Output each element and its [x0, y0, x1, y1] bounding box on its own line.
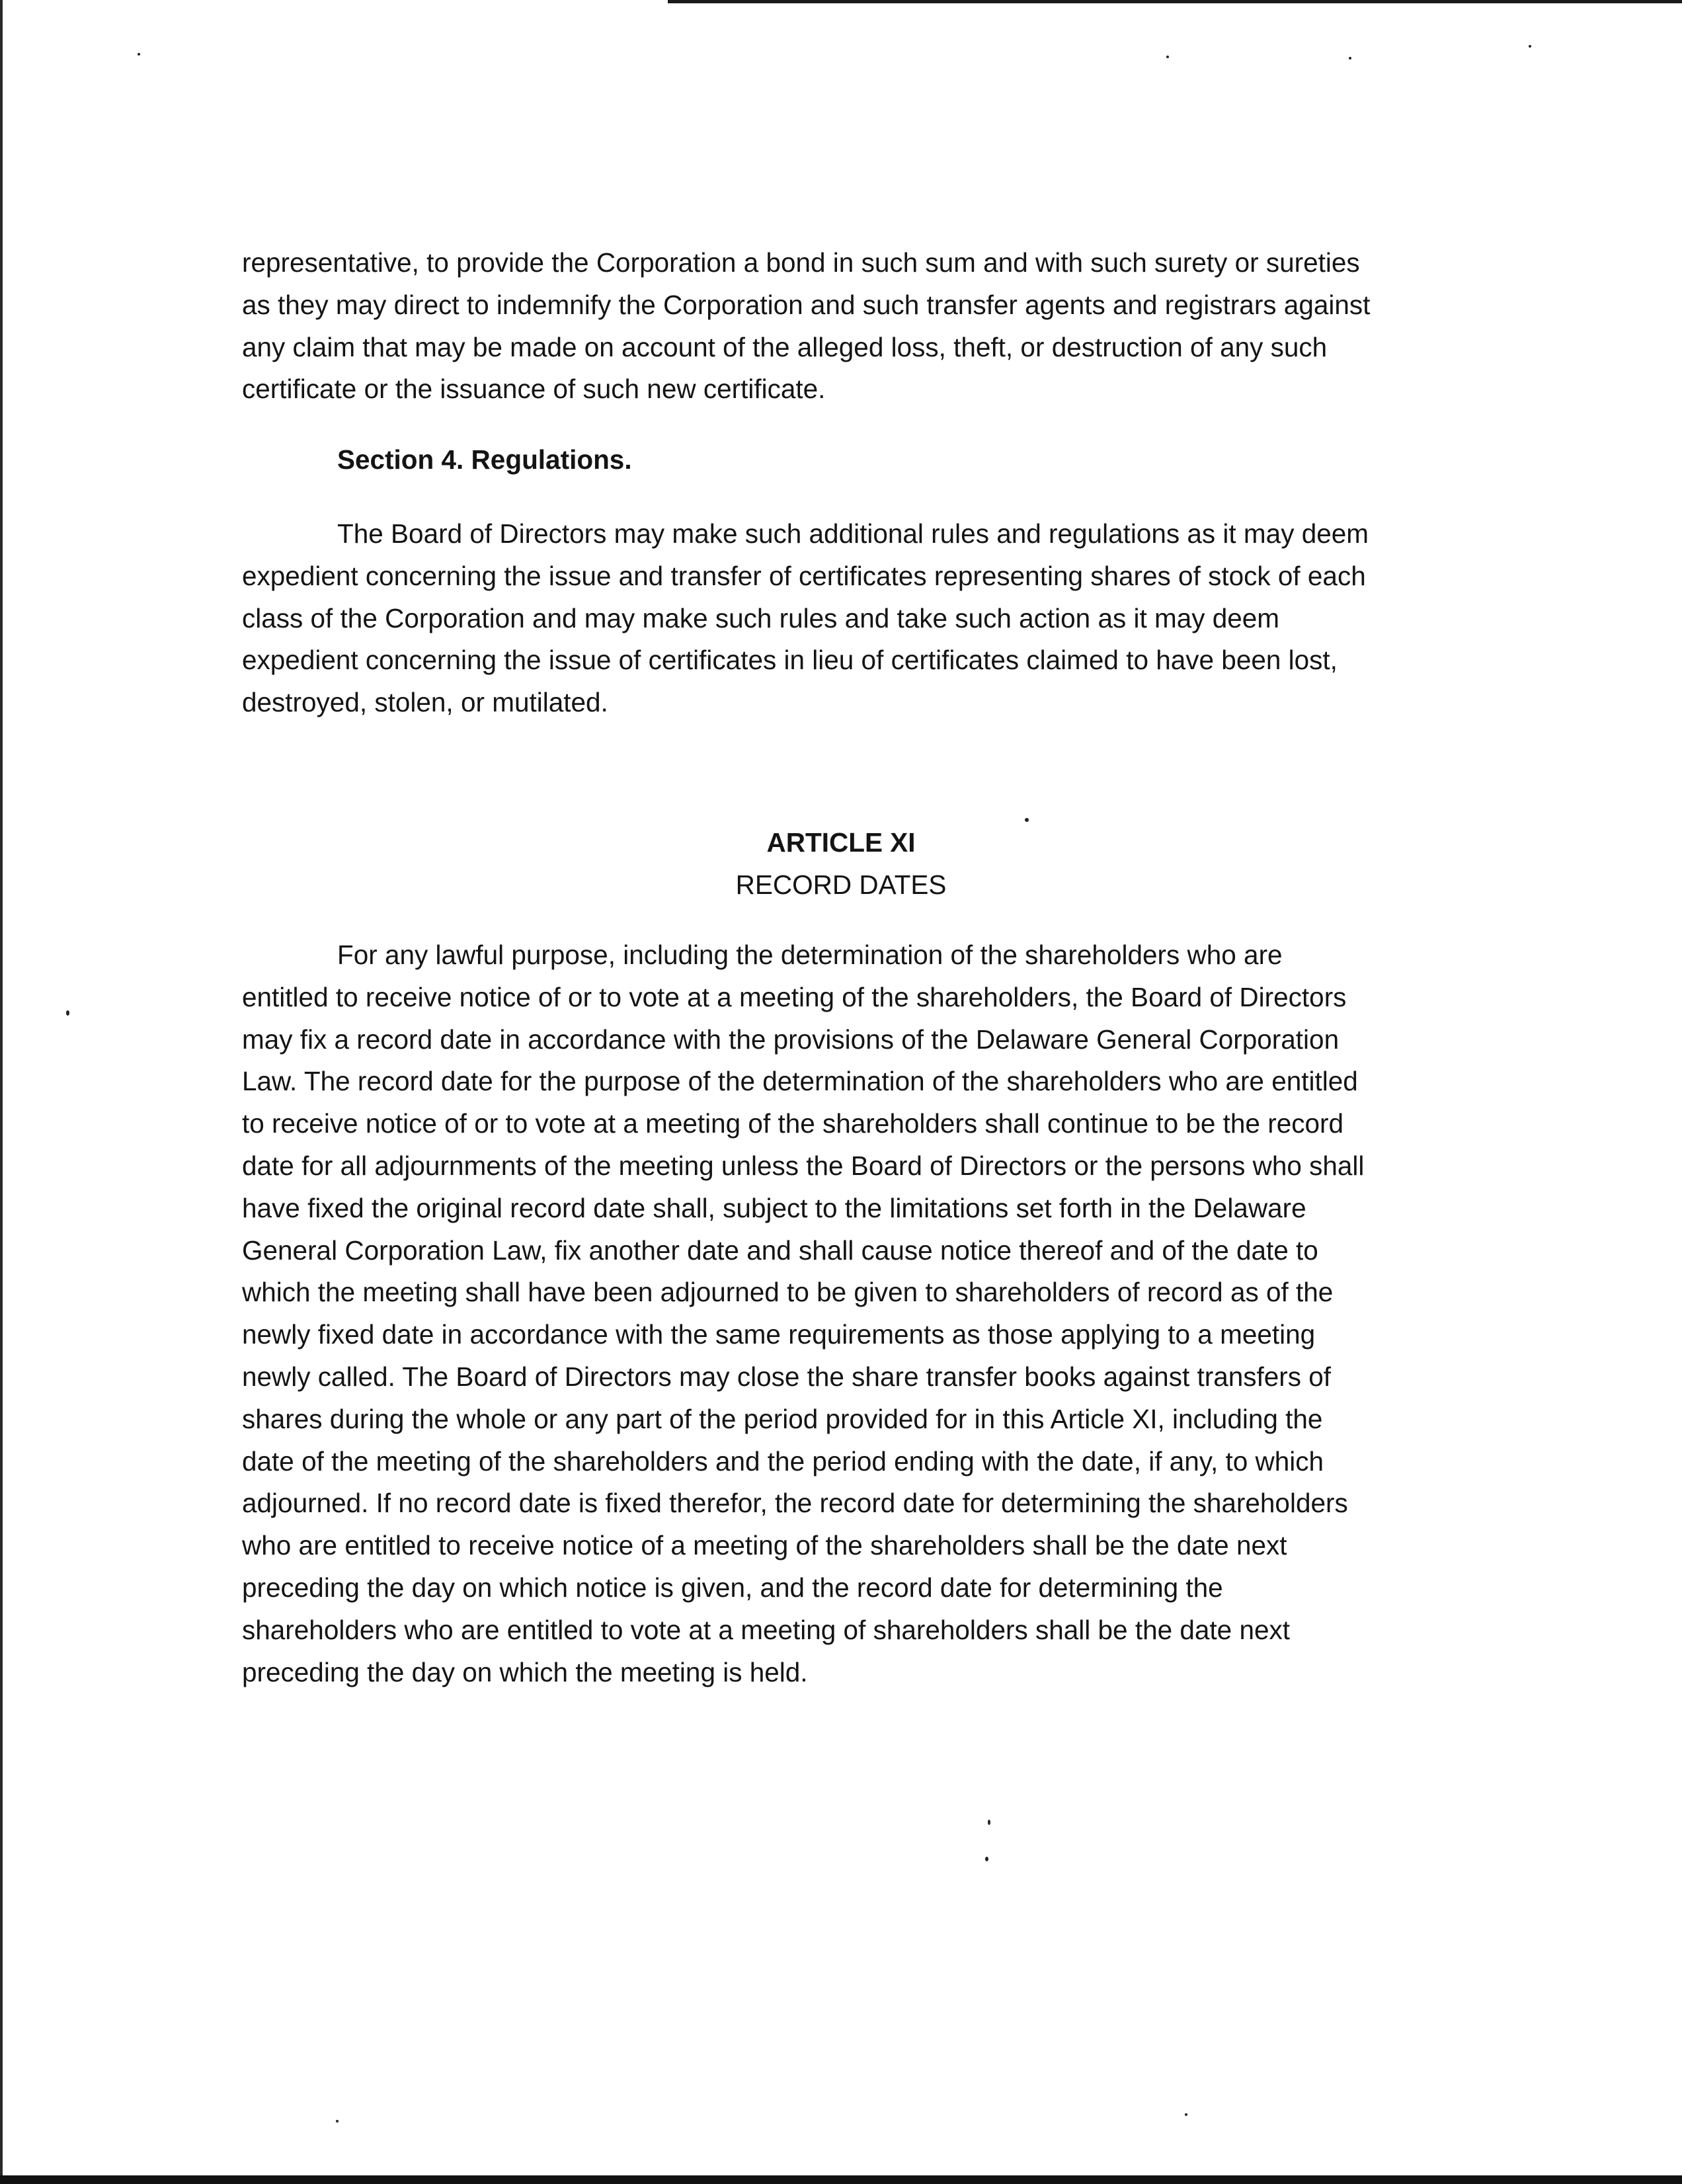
text-line: newly called. The Board of Directors may close the share transfer books against transfers of: [242, 1361, 1332, 1392]
text-line: expedient concerning the issue and transfer of certificates representing shares of stock of each: [242, 560, 1366, 591]
text-line: as they may direct to indemnify the Corporation and such transfer agents and registrars against: [242, 289, 1371, 320]
scan-speck: [66, 1010, 69, 1016]
scan-speck: [1529, 45, 1531, 48]
scan-speck: [336, 2120, 339, 2123]
text-line: date of the meeting of the shareholders and the period ending with the date, if any, to which: [242, 1445, 1324, 1476]
text-line: who are entitled to receive notice of a meeting of the shareholders shall be the date next: [242, 1530, 1287, 1561]
scan-speck: [1349, 57, 1351, 60]
scan-speck: [985, 1857, 988, 1861]
text-line: The Board of Directors may make such additional rules and regulations as it may deem: [337, 518, 1369, 549]
text-line: have fixed the original record date shall, subject to the limitations set forth in the Delaware: [242, 1192, 1306, 1223]
text-line: representative, to provide the Corporation a bond in such sum and with such surety or sureties: [242, 247, 1360, 278]
text-line: expedient concerning the issue of certificates in lieu of certificates claimed to have been lost,: [242, 645, 1338, 676]
text-line: For any lawful purpose, including the determination of the shareholders who are: [337, 940, 1283, 970]
text-line: preceding the day on which notice is given, and the record date for determining the: [242, 1572, 1223, 1603]
text-line: destroyed, stolen, or mutilated.: [242, 687, 608, 718]
scan-edge-top: [668, 0, 1682, 3]
text-line: class of the Corporation and may make such rules and take such action as it may deem: [242, 602, 1280, 633]
text-line: preceding the day on which the meeting is held.: [242, 1656, 808, 1687]
text-line: to receive notice of or to vote at a meeting of the shareholders shall continue to be the record: [242, 1108, 1343, 1139]
section-4-heading: Section 4. Regulations.: [337, 444, 632, 475]
text-line: which the meeting shall have been adjourned to be given to shareholders of record as of the: [242, 1277, 1334, 1308]
scan-speck: [988, 1820, 990, 1825]
text-line: date for all adjournments of the meeting unless the Board of Directors or the persons who shall: [242, 1150, 1365, 1181]
paragraph-regulations: [242, 513, 1459, 724]
text-line: newly fixed date in accordance with the same requirements as those applying to a meeting: [242, 1319, 1316, 1350]
scan-edge-bottom: [0, 2175, 1682, 2184]
article-title: ARTICLE XI: [766, 827, 916, 858]
paragraph-bond-indemnity: [242, 242, 1459, 411]
text-line: entitled to receive notice of or to vote at a meeting of the shareholders, the Board of Directors: [242, 981, 1347, 1012]
scan-speck: [1185, 2113, 1187, 2116]
scan-speck: [1166, 56, 1169, 58]
article-subtitle: RECORD DATES: [735, 870, 947, 900]
text-line: certificate or the issuance of such new certificate.: [242, 374, 826, 405]
text-line: shares during the whole or any part of the period provided for in this Article XI, including the: [242, 1403, 1323, 1434]
text-line: any claim that may be made on account of the alleged loss, theft, or destruction of any such: [242, 331, 1328, 362]
scan-speck: [138, 53, 140, 56]
text-line: shareholders who are entitled to vote at a meeting of shareholders shall be the date next: [242, 1614, 1290, 1645]
text-line: Law. The record date for the purpose of the determination of the shareholders who are entitled: [242, 1066, 1358, 1097]
text-line: may fix a record date in accordance with the provisions of the Delaware General Corporation: [242, 1024, 1340, 1055]
paragraph-record-dates: [242, 934, 1459, 1693]
text-line: General Corporation Law, fix another date and shall cause notice thereof and of the date to: [242, 1234, 1318, 1266]
scan-edge-left: [0, 0, 3, 2184]
text-line: adjourned. If no record date is fixed therefor, the record date for determining the shareholders: [242, 1488, 1348, 1519]
